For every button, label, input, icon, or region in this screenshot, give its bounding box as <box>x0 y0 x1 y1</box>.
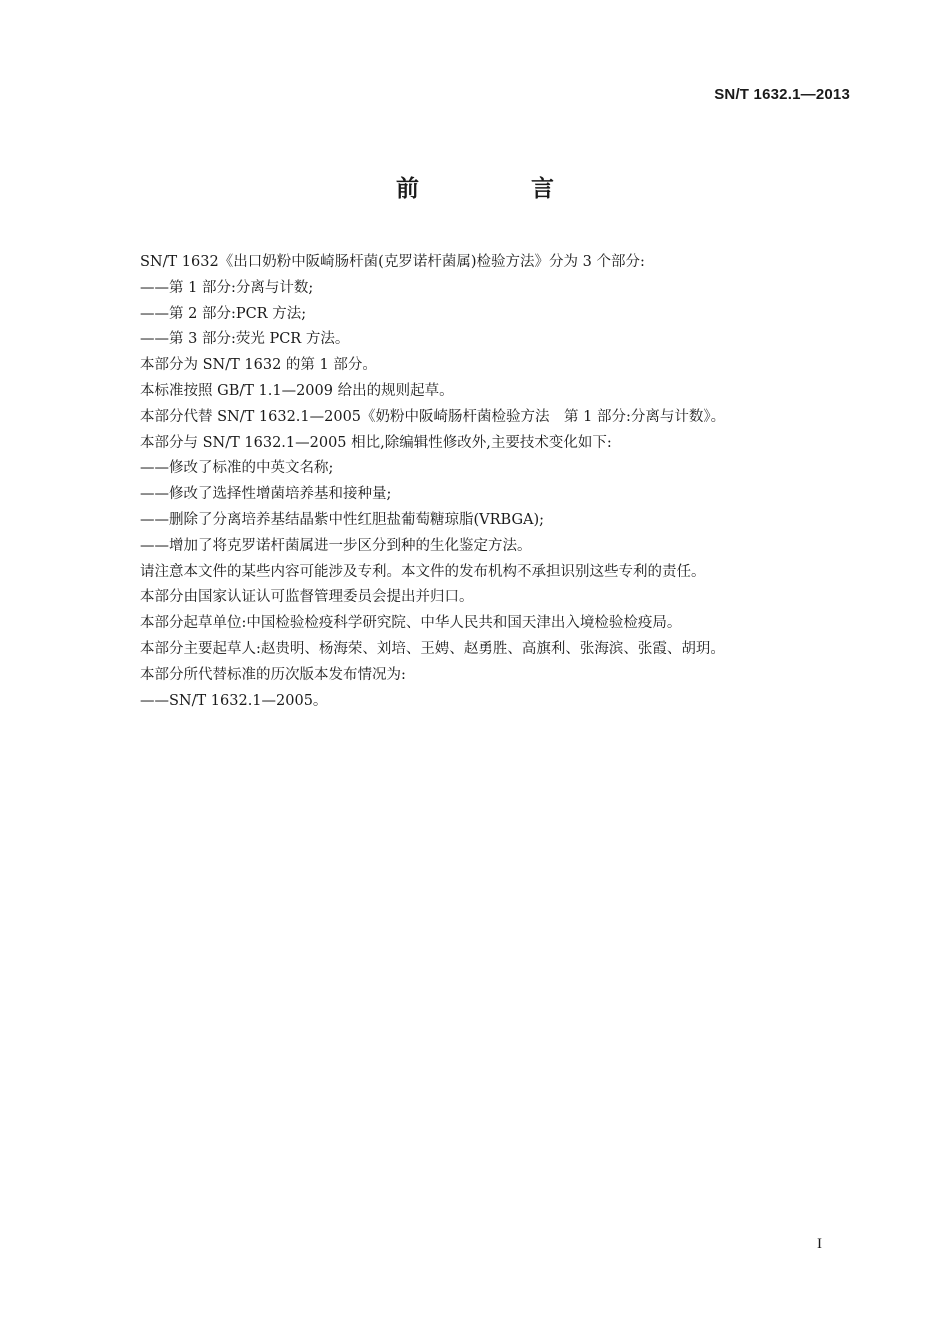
paragraph-line: 本部分代替 SN/T 1632.1—2005《奶粉中阪崎肠杆菌检验方法 第 1 部分:分离与计数》。 <box>140 408 726 425</box>
foreword-body <box>140 250 840 714</box>
paragraph-line: 本部分起草单位:中国检验检疫科学研究院、中华人民共和国天津出入境检验检疫局。 <box>140 615 682 632</box>
list-item: ——第 3 部分:荧光 PCR 方法。 <box>140 331 350 348</box>
paragraph-line: 本部分与 SN/T 1632.1—2005 相比,除编辑性修改外,主要技术变化如下: <box>140 434 612 451</box>
page-title: 前 言 <box>395 176 606 202</box>
list-item: ——SN/T 1632.1—2005。 <box>140 692 328 709</box>
paragraph-line: 本部分为 SN/T 1632 的第 1 部分。 <box>140 357 377 374</box>
list-item: ——第 1 部分:分离与计数; <box>140 279 314 296</box>
list-item: ——修改了选择性增菌培养基和接种量; <box>140 486 392 503</box>
list-item: ——删除了分离培养基结晶紫中性红胆盐葡萄糖琼脂(VRBGA); <box>140 511 545 528</box>
paragraph-line: 本标准按照 GB/T 1.1—2009 给出的规则起草。 <box>140 382 454 399</box>
standard-number: SN/T 1632.1—2013 <box>714 86 850 103</box>
paragraph-line: SN/T 1632《出口奶粉中阪崎肠杆菌(克罗诺杆菌属)检验方法》分为 3 个部分: <box>140 254 645 270</box>
paragraph-line: 本部分主要起草人:赵贵明、杨海荣、刘培、王娉、赵勇胜、高旗利、张海滨、张霞、胡玥。 <box>140 640 725 657</box>
list-item: ——增加了将克罗诺杆菌属进一步区分到种的生化鉴定方法。 <box>140 537 532 554</box>
page-number: I <box>817 1236 822 1252</box>
list-item: ——第 2 部分:PCR 方法; <box>140 305 307 322</box>
paragraph-line: 请注意本文件的某些内容可能涉及专利。本文件的发布机构不承担识别这些专利的责任。 <box>140 563 706 580</box>
paragraph-line: 本部分所代替标准的历次版本发布情况为: <box>140 666 406 683</box>
paragraph-line: 本部分由国家认证认可监督管理委员会提出并归口。 <box>140 589 474 606</box>
list-item: ——修改了标准的中英文名称; <box>140 460 334 477</box>
